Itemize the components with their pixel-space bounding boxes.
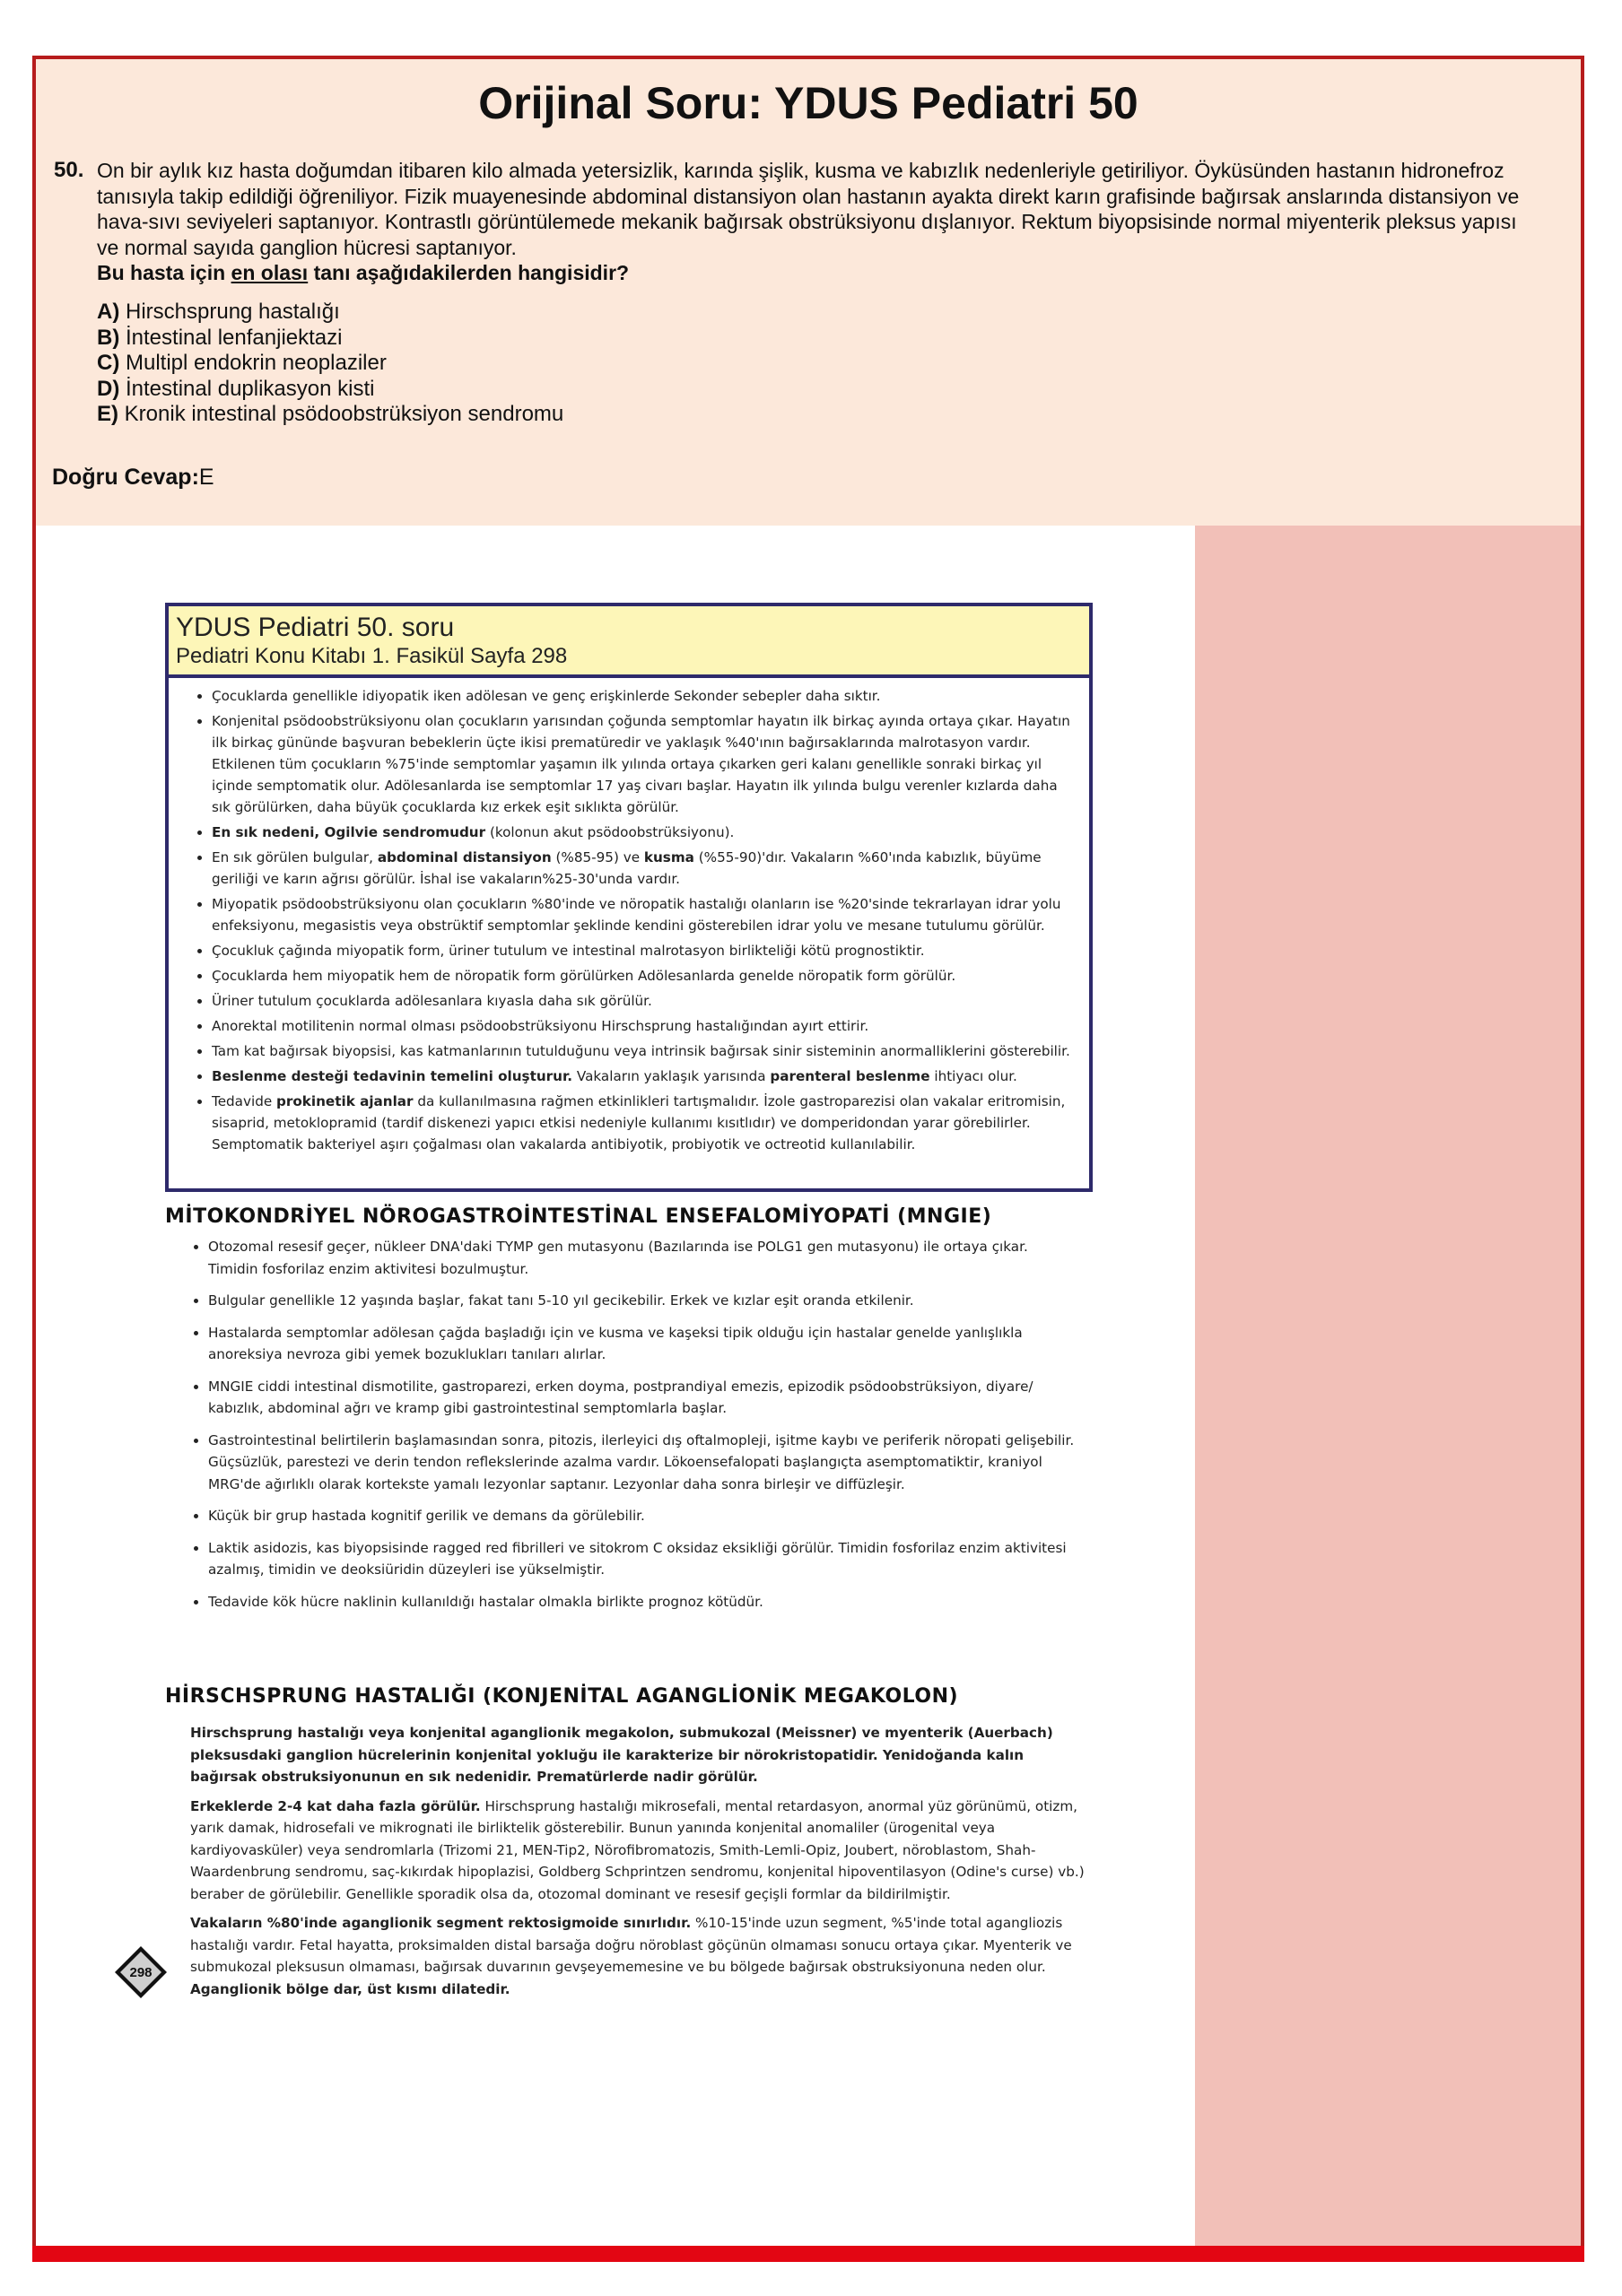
question-panel [36, 59, 1581, 526]
book-page [36, 526, 1195, 2262]
paragraph-text: Hirschsprung hastalığı mikrosefali, mental retardasyon, anormal yüz görünümü, otizm, yarık damak, hidrosefali ve mikrognati ile birliktelik gösterebilir. Bunun yanında konjenital anomaliler (ürogenital veya kardiyovasküler) veya sendromlarla (Trizomi 21, MEN-Tip2, Nörofibromatozis, Smith-Lemli-Opiz, Joubert, nöroblastom, Shah-Waardenbrung sendromu, saç-kıkırdak hipoplazisi, Goldberg Schprintzen sendromu, konjenital hipoventilasyon (Odine's curse) vb.) beraber de görülebilir. Genellikle sporadik olsa da, otozomal dominant ve resesif geçişli formlar da bildirilmiştir. [190, 1797, 1085, 1902]
bullet-bold: abdominal distansiyon [377, 849, 552, 865]
list-item [212, 893, 1077, 936]
list-item: • Laktik asidozis, kas biyopsisinde ragged red fibrilleri ve sitokrom C oksidaz eksikliği görülür. Timidin fosforilaz enzim aktivitesi azalmış, timidin ve deoksiüridin düzeyleri ise yükselmiştir. [208, 1537, 1080, 1581]
paragraph-bold: Erkeklerde 2-4 kat daha fazla görülür. [190, 1797, 481, 1814]
list-item [212, 1015, 1077, 1037]
bullet-bold: kusma [643, 849, 694, 865]
reference-box-header [169, 606, 1089, 678]
reference-bullets [169, 678, 1089, 1155]
bullet-bold: prokinetik ajanlar [276, 1093, 414, 1109]
page-number: 298 [129, 1965, 153, 1980]
list-item [212, 822, 1077, 843]
reference-box [165, 603, 1093, 1192]
mngie-heading: MİTOKONDRİYEL NÖROGASTROİNTESTİNAL ENSEFALOMİYOPATİ (MNGIE) [165, 1205, 992, 1228]
list-item [212, 1040, 1077, 1062]
option-text: Hirschsprung hastalığı [119, 300, 340, 324]
list-item: • Hastalarda semptomlar adölesan çağda başladığı için ve kusma ve kaşeksi tipik olduğu için hastalar genelde yanlışlıkla anoreksiya nevroza gibi yemek bozuklukları tanıları alırlar. [208, 1322, 1080, 1366]
correct-answer-value: E [198, 465, 214, 490]
option-b[interactable] [97, 326, 563, 352]
paragraph [190, 1722, 1093, 1788]
paragraph-bold: Aganglionik bölge dar, üst kısmı dilatedir. [190, 1980, 510, 1997]
option-letter: C) [97, 351, 120, 375]
list-item [212, 940, 1077, 961]
paragraph [190, 1912, 1093, 2000]
option-letter: E) [97, 402, 118, 426]
page-number-badge [113, 1944, 169, 2000]
question-prompt-emphasis: en olası [231, 261, 309, 284]
bullet-text: Tedavide [212, 1093, 277, 1109]
bullet-text: (%85-95) ve [551, 849, 644, 865]
bottom-red-bar [32, 2246, 1584, 2262]
list-item [212, 847, 1077, 890]
option-text: İntestinal duplikasyon kisti [119, 376, 375, 401]
list-item [212, 965, 1077, 987]
list-item: • Küçük bir grup hastada kognitif gerilik ve demans da görülebilir. [208, 1505, 1080, 1527]
question-stem [97, 158, 1532, 286]
bullet-text: Vakaların yaklaşık yarısında [572, 1068, 771, 1084]
list-item [212, 1065, 1077, 1087]
bullet-text: En sık görülen bulgular, [212, 849, 378, 865]
bullet-text: Anorektal motilitenin normal olması psödoobstrüksiyonu Hirschsprung hastalığından ayırt ettirir. [212, 1018, 869, 1034]
question-stem-text: On bir aylık kız hasta doğumdan itibaren kilo almada yetersizlik, karında şişlik, kusma ve kabızlık nedenleriyle getiriliyor. Öyküsünden hastanın hidronefroz tanısıyla takip edildiği öğreniliyor. Fizik muayenesinde abdominal distansiyon olan hastanın ayakta direkt karın grafisinde bağırsak anslarında distansiyon ve hava-sıvı seviyeleri saptanıyor. Kontrastlı görüntülemede mekanik bağırsak obstrüksiyonu dışlanıyor. Rektum biyopsisinde normal miyenterik pleksus yapısı ve normal sayıda ganglion hücresi saptanıyor. [97, 159, 1520, 259]
page-frame [32, 56, 1584, 2262]
option-letter: D) [97, 376, 120, 401]
option-text: Kronik intestinal psödoobstrüksiyon sendromu [118, 402, 564, 426]
hirschsprung-heading: HİRSCHSPRUNG HASTALIĞI (KONJENİTAL AGANGLİONİK MEGAKOLON) [165, 1685, 959, 1708]
list-item [212, 1091, 1077, 1155]
paragraph [190, 1796, 1093, 1906]
page-title: Orijinal Soru: YDUS Pediatri 50 [478, 78, 1138, 128]
option-text: Multipl endokrin neoplaziler [119, 351, 387, 375]
bullet-bold: parenteral beslenme [770, 1068, 930, 1084]
bullet-text: Çocuklarda hem miyopatik hem de nöropatik form görülürken Adölesanlarda genelde nöropatik form görülür. [212, 968, 956, 984]
reference-title: YDUS Pediatri 50. soru [176, 613, 455, 642]
paragraph-bold: Vakaların %80'inde aganglionik segment rektosigmoide sınırlıdır. [190, 1915, 692, 1931]
bullet-text: Çocukluk çağında miyopatik form, üriner tutulum ve intestinal malrotasyon birlikteliği kötü prognostiktir. [212, 943, 925, 959]
option-letter: B) [97, 325, 120, 350]
list-item: • MNGIE ciddi intestinal dismotilite, gastroparezi, erken doyma, postprandiyal emezis, epizodik psödoobstrüksiyon, diyare/ kabızlık, abdominal ağrı ve kramp gibi gastrointestinal semptomlarla başlar. [208, 1376, 1080, 1420]
list-item [212, 685, 1077, 707]
hirschsprung-body [190, 1722, 1093, 2007]
right-side-panel [1195, 526, 1581, 2262]
bullet-text: (%55-90)'dır. Vakaların %60'ında kabızlık, büyüme geriliği ve karın ağrısı görülür. İshal ise vakaların%25-30'unda vardır. [212, 849, 1042, 887]
bullet-text: Tam kat bağırsak biyopsisi, kas katmanlarının tutulduğunu veya intrinsik bağırsak sinir sisteminin anormalliklerini gösterebilir. [212, 1043, 1070, 1059]
bullet-bold: En sık nedeni, Ogilvie sendromudur [212, 824, 486, 840]
list-item: • Tedavide kök hücre naklinin kullanıldığı hastalar olmakla birlikte prognoz kötüdür. [208, 1591, 1080, 1613]
question-prompt [97, 261, 629, 284]
mngie-bullets [165, 1236, 1093, 1622]
bullet-text: (kolonun akut psödoobstrüksiyonu). [485, 824, 735, 840]
option-letter: A) [97, 300, 120, 324]
list-item [212, 990, 1077, 1012]
answer-options [97, 300, 563, 428]
list-item: • Gastrointestinal belirtilerin başlamasından sonra, pitozis, ilerleyici dış oftalmopleji, işitme kaybı ve periferik nöropati gelişebilir. Güçsüzlük, parestezi ve derin tendon reflekslerinde azalma vardır. Lökoensefalopati başlangıçta asemptomatiktir, kraniyol MRG'de ağırlıklı olarak kortekste yamalı lezyonlar saptanır. Lezyonlar daha sonra birleşir ve diffüzleşir. [208, 1430, 1080, 1496]
paragraph-bold: Hirschsprung hastalığı veya konjenital aganglionik megakolon, submukozal (Meissner) ve myenterik (Auerbach) pleksusdaki ganglion hücrelerinin konjenital yokluğu ile karakterize bir nörokristopatidir. Yenidoğanda kalın bağırsak obstruksiyonunun en sık nedenidir. Prematürlerde nadir görülür. [190, 1725, 1053, 1785]
option-e[interactable] [97, 402, 563, 428]
bullet-text: Üriner tutulum çocuklarda adölesanlara kıyasla daha sık görülür. [212, 993, 652, 1009]
bullet-text: Miyopatik psödoobstrüksiyonu olan çocukların %80'inde ve nöropatik hastalığı olanların ise %20'sinde tekrarlayan idrar yolu enfeksiyonu, megasistis veya obstrüktif semptomlar şeklinde kendini gösterebilen idrar yolu ve mesane tutulumu görülür. [212, 896, 1061, 934]
question-number: 50. [54, 158, 84, 182]
bullet-text: ihtiyacı olur. [929, 1068, 1017, 1084]
question-prompt-post: tanı aşağıdakilerden hangisidir? [308, 261, 630, 284]
list-item: • Otozomal resesif geçer, nükleer DNA'daki TYMP gen mutasyonu (Bazılarında ise POLG1 gen mutasyonu) ile ortaya çıkar. Timidin fosforilaz enzim aktivitesi bozulmuştur. [208, 1236, 1080, 1280]
reference-subtitle: Pediatri Konu Kitabı 1. Fasikül Sayfa 298 [176, 644, 568, 668]
question-prompt-pre: Bu hasta için [97, 261, 231, 284]
bullet-text: Çocuklarda genellikle idiyopatik iken adölesan ve genç erişkinlerde Sekonder sebepler daha sıktır. [212, 688, 881, 704]
option-text: İntestinal lenfanjiektazi [119, 325, 343, 350]
bullet-text: Konjenital psödoobstrüksiyonu olan çocukların yarısından çoğunda semptomlar hayatın ilk birkaç ayında ortaya çıkar. Hayatın ilk birkaç gününde başvuran bebeklerin üçte ikisi prematüredir ve yaklaşık %40'ının bağırsaklarında malrotasyon vardır. Etkilenen tüm çocukların %75'inde semptomlar yaşamın ilk yılında ortaya çıkarken geri kalanı genellikle sonraki birkaç yıl içinde semptomatik olur. Adölesanlarda ise semptomlar 17 yaş civarı başlar. Hayatın ilk yılında bulgu verenler kızlarda daha sık görülürken, daha büyük çocuklarda kız erkek eşit sıklıkta görülür. [212, 713, 1070, 815]
correct-answer [52, 465, 214, 491]
paragraph-text: %10-15'inde uzun segment, %5'inde total agangliozis hastalığı vardır. Fetal hayatta, proksimalden distal barsağa doğru nöroblast göçünün olmaması sonucu ortaya çıkar. Myenterik ve submukozal pleksusun olmaması, bağırsak duvarının gevşeyememesine ve bu bölgede bağırsak obstruksiyonuna neden olur. [190, 1915, 1072, 1975]
option-d[interactable] [97, 377, 563, 403]
bullet-text: da kullanılmasına rağmen etkinlikleri tartışmalıdır. İzole gastroparezisi olan vakalar eritromisin, sisaprid, metoklopramid (tardif diskenezi yapıcı etkisi nedeniyle kullanımı kısıtlıdır) ve domperidondan yarar görebilirler. Semptomatik bakteriyel aşırı çoğalması olan vakalarda antibiyotik, probiyotik ve octreotid kullanılabilir. [212, 1093, 1066, 1152]
list-item: • Bulgular genellikle 12 yaşında başlar, fakat tanı 5-10 yıl gecikebilir. Erkek ve kızlar eşit oranda etkilenir. [208, 1290, 1080, 1312]
bullet-bold: Beslenme desteği tedavinin temelini oluşturur. [212, 1068, 573, 1084]
list-item [212, 710, 1077, 818]
option-c[interactable] [97, 351, 563, 377]
option-a[interactable] [97, 300, 563, 326]
correct-answer-label: Doğru Cevap: [52, 465, 199, 490]
